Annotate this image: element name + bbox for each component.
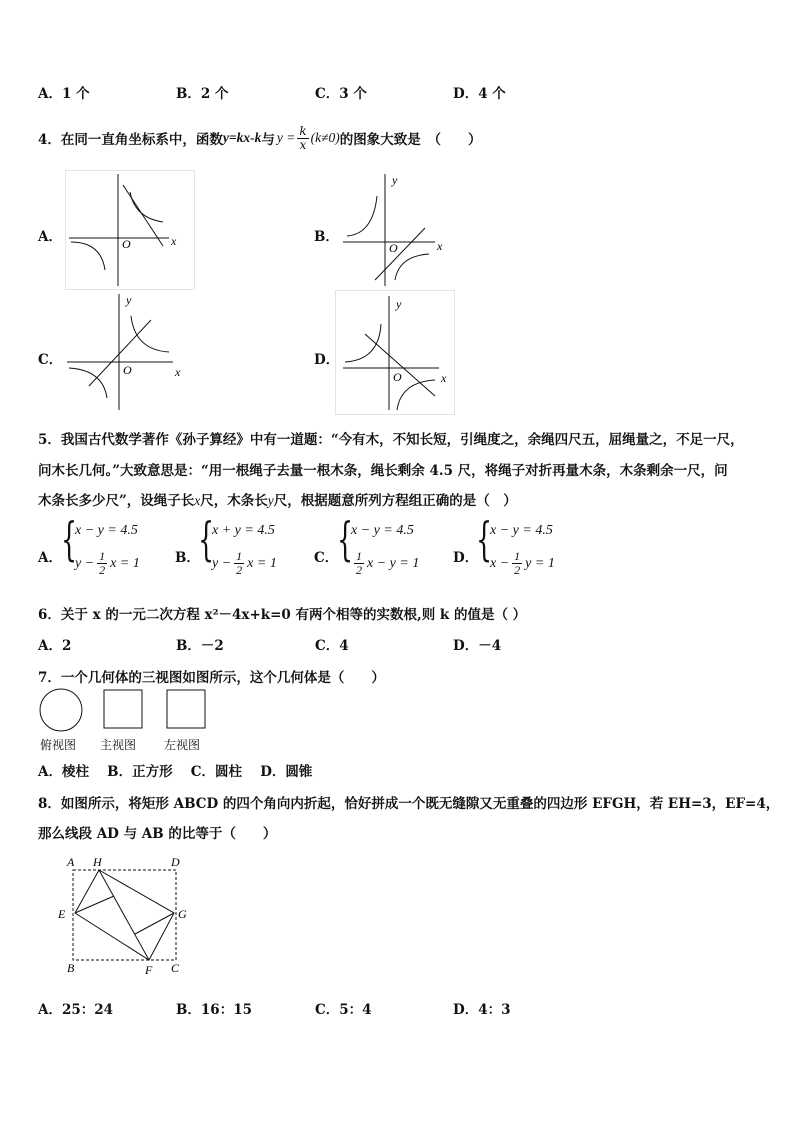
q5-var-x: x [194, 493, 201, 508]
q5-option-b-label: B． [175, 550, 200, 566]
q4-label-c: C． [38, 352, 63, 368]
q8-point-a: A [67, 855, 75, 869]
q4-graph-b [335, 170, 455, 290]
graph-a-hyperbola-branch-1 [130, 192, 163, 222]
q5-option-c-num: 1 [356, 549, 362, 563]
q8-point-e: E [58, 907, 66, 921]
q4-expr2-lhs: y = [276, 130, 296, 145]
q7-options: A．棱柱 B．正方形 C．圆柱 D．圆锥 [38, 764, 313, 780]
q5-line-3b: 尺，木条长 [200, 493, 268, 509]
graph-d-x-label: x [441, 371, 447, 385]
graph-c-x-label: x [175, 365, 181, 379]
q5-line-2: 问木长几何。”大致意思是：“用一根绳子去量一根木条，绳长剩余 4.5 尺，将绳子对折再量木条，木条剩余一尺，问 [38, 463, 728, 479]
q8-point-f: F [145, 963, 153, 977]
q5-option-c-eq2 [351, 550, 419, 577]
q4-expr2-condition: (k≠0) [310, 130, 340, 145]
q8-point-g: G [178, 907, 187, 921]
q8-option-b: B．16：15 [176, 1002, 252, 1018]
graph-b-line [375, 228, 425, 280]
q4-expr2-fraction [297, 125, 308, 152]
q8-point-d: D [171, 855, 180, 869]
q5-option-d-brace: { [476, 512, 493, 566]
q5-option-d-eq1: x − y = 4.5 [490, 523, 553, 538]
q5-option-c-label: C． [314, 550, 339, 566]
q6-option-a: A．2 [38, 638, 72, 654]
q8-figure [55, 850, 195, 980]
q6-option-b: B．－2 [176, 638, 224, 654]
q4-stem [38, 118, 482, 158]
q8-fold-e [75, 896, 114, 913]
q5-option-a-brace: { [61, 512, 78, 566]
q5-option-b-eq1: x + y = 4.5 [212, 523, 275, 538]
q5-option-b-eq2 [212, 550, 277, 577]
q5-option-b-system [198, 512, 308, 582]
q5-option-d-num: 1 [514, 549, 521, 563]
q5-option-b-den: 2 [236, 563, 243, 577]
graph-d-line [365, 334, 435, 396]
q5-option-c-den: 2 [356, 563, 362, 577]
q5-option-a-eq2 [75, 550, 140, 577]
q5-option-d-fraction [512, 550, 522, 577]
graph-b-x-label: x [437, 239, 443, 253]
q7-three-views [38, 688, 213, 734]
q5-option-d-label: D． [453, 550, 479, 566]
q5-line-1: 5．我国古代数学著作《孙子算经》中有一道题：“今有木，不知长短，引绳度之，余绳四尺五，屈绳量之，不足一尺， [38, 432, 744, 448]
graph-d-origin: O [393, 370, 402, 384]
q7-top-view-label: 俯视图 [40, 738, 77, 752]
q5-option-d-eq2-pre: x − [490, 555, 510, 571]
q5-option-a-fraction [97, 550, 107, 577]
q4-expr1: y=kx-k [222, 130, 262, 145]
q5-option-b-brace: { [198, 512, 215, 566]
graph-a-frame [66, 171, 195, 290]
q4-label-b: B． [314, 229, 339, 245]
q7-side-view-label: 左视图 [164, 738, 201, 752]
q7-front-view-square [104, 690, 142, 728]
q5-option-c-eq1: x − y = 4.5 [351, 523, 414, 538]
q5-line-3 [38, 489, 517, 509]
q3-option-c: C．3 个 [315, 86, 367, 102]
q4-stem-a: 4．在同一直角坐标系中，函数 [38, 132, 223, 148]
graph-b-origin: O [389, 241, 398, 255]
q4-label-a: A． [38, 229, 62, 245]
q5-option-b-eq2-pre: y − [212, 555, 232, 571]
q5-option-a-eq2-post: x = 1 [110, 555, 140, 571]
graph-d-hyperbola-branch-2 [397, 380, 435, 410]
q5-option-a-eq2-pre: y − [75, 555, 95, 571]
q8-option-c: C．5：4 [315, 1002, 372, 1018]
graph-c-line [89, 320, 151, 386]
q5-option-b-num: 1 [236, 549, 243, 563]
graph-a-x-label: x [171, 234, 177, 248]
q7-side-view-square [167, 690, 205, 728]
q5-option-c-system [337, 512, 447, 582]
graph-a-hyperbola-branch-2 [71, 242, 105, 270]
q5-var-y: y [267, 493, 274, 508]
q4-label-d: D． [314, 352, 340, 368]
q5-option-a-eq1: x − y = 4.5 [75, 523, 138, 538]
q4-stem-c: 的图象大致是 （ ） [339, 132, 482, 148]
graph-a-origin: O [122, 237, 131, 251]
q3-option-d: D．4 个 [453, 86, 506, 102]
q8-option-d: D．4：3 [453, 1002, 511, 1018]
q5-option-d-eq2-post: y = 1 [525, 555, 555, 571]
q5-line-3c: 尺，根据题意所列方程组正确的是（ ） [273, 493, 517, 509]
q4-graph-c [65, 290, 195, 412]
q6-option-d: D．－4 [453, 638, 502, 654]
graph-c-origin: O [123, 363, 132, 377]
q8-line-1: 8．如图所示，将矩形 ABCD 的四个角向内折起，恰好拼成一个既无缝隙又无重叠的四边形 EFGH，若 EH=3，EF=4， [38, 796, 780, 812]
q5-option-c-brace: { [337, 512, 354, 566]
q5-option-a-den: 2 [99, 563, 106, 577]
q7-stem: 7．一个几何体的三视图如图所示，这个几何体是（ ） [38, 670, 385, 686]
q5-line-3a: 木条长多少尺”，设绳子长 [38, 493, 195, 509]
graph-d-frame [336, 291, 455, 415]
q8-diagonal-hf [99, 870, 149, 960]
q8-line-2: 那么线段 AD 与 AB 的比等于（ ） [38, 826, 277, 842]
q5-option-c-fraction [354, 550, 364, 577]
q5-option-a-system [61, 512, 171, 582]
q8-point-c: C [171, 961, 180, 975]
q3-option-b: B．2 个 [176, 86, 229, 102]
q5-option-d-den: 2 [514, 563, 521, 577]
q5-option-d-eq2 [490, 550, 555, 577]
q5-option-b-eq2-post: x = 1 [247, 555, 277, 571]
q3-option-a: A．1 个 [38, 86, 90, 102]
q5-option-b-fraction [234, 550, 244, 577]
graph-c-y-label: y [126, 293, 132, 307]
q4-expr2-numerator: k [299, 123, 307, 138]
q5-option-a-num: 1 [99, 549, 106, 563]
q8-point-h: H [93, 855, 102, 869]
q5-option-a-label: A． [38, 550, 62, 566]
q8-option-a: A．25：24 [38, 1002, 114, 1018]
q6-stem: 6．关于 x 的一元二次方程 x²－4x+k=0 有两个相等的实数根,则 k 的值是（ ） [38, 607, 527, 623]
graph-b-hyperbola-branch-1 [347, 196, 377, 236]
q4-graph-d [335, 290, 455, 415]
q5-option-c-eq2-post: x − y = 1 [367, 555, 420, 571]
graph-d-y-label: y [396, 297, 402, 311]
q7-top-view-circle [40, 689, 82, 731]
q4-expr2-denominator: x [299, 137, 307, 152]
q8-point-b: B [67, 961, 75, 975]
q4-stem-b: 与 [261, 132, 275, 148]
graph-b-hyperbola-branch-2 [395, 254, 429, 280]
q7-front-view-label: 主视图 [100, 738, 137, 752]
q4-graph-a [65, 170, 195, 290]
graph-b-y-label: y [392, 173, 398, 187]
q5-option-d-system [476, 512, 586, 582]
q6-option-c: C．4 [315, 638, 349, 654]
